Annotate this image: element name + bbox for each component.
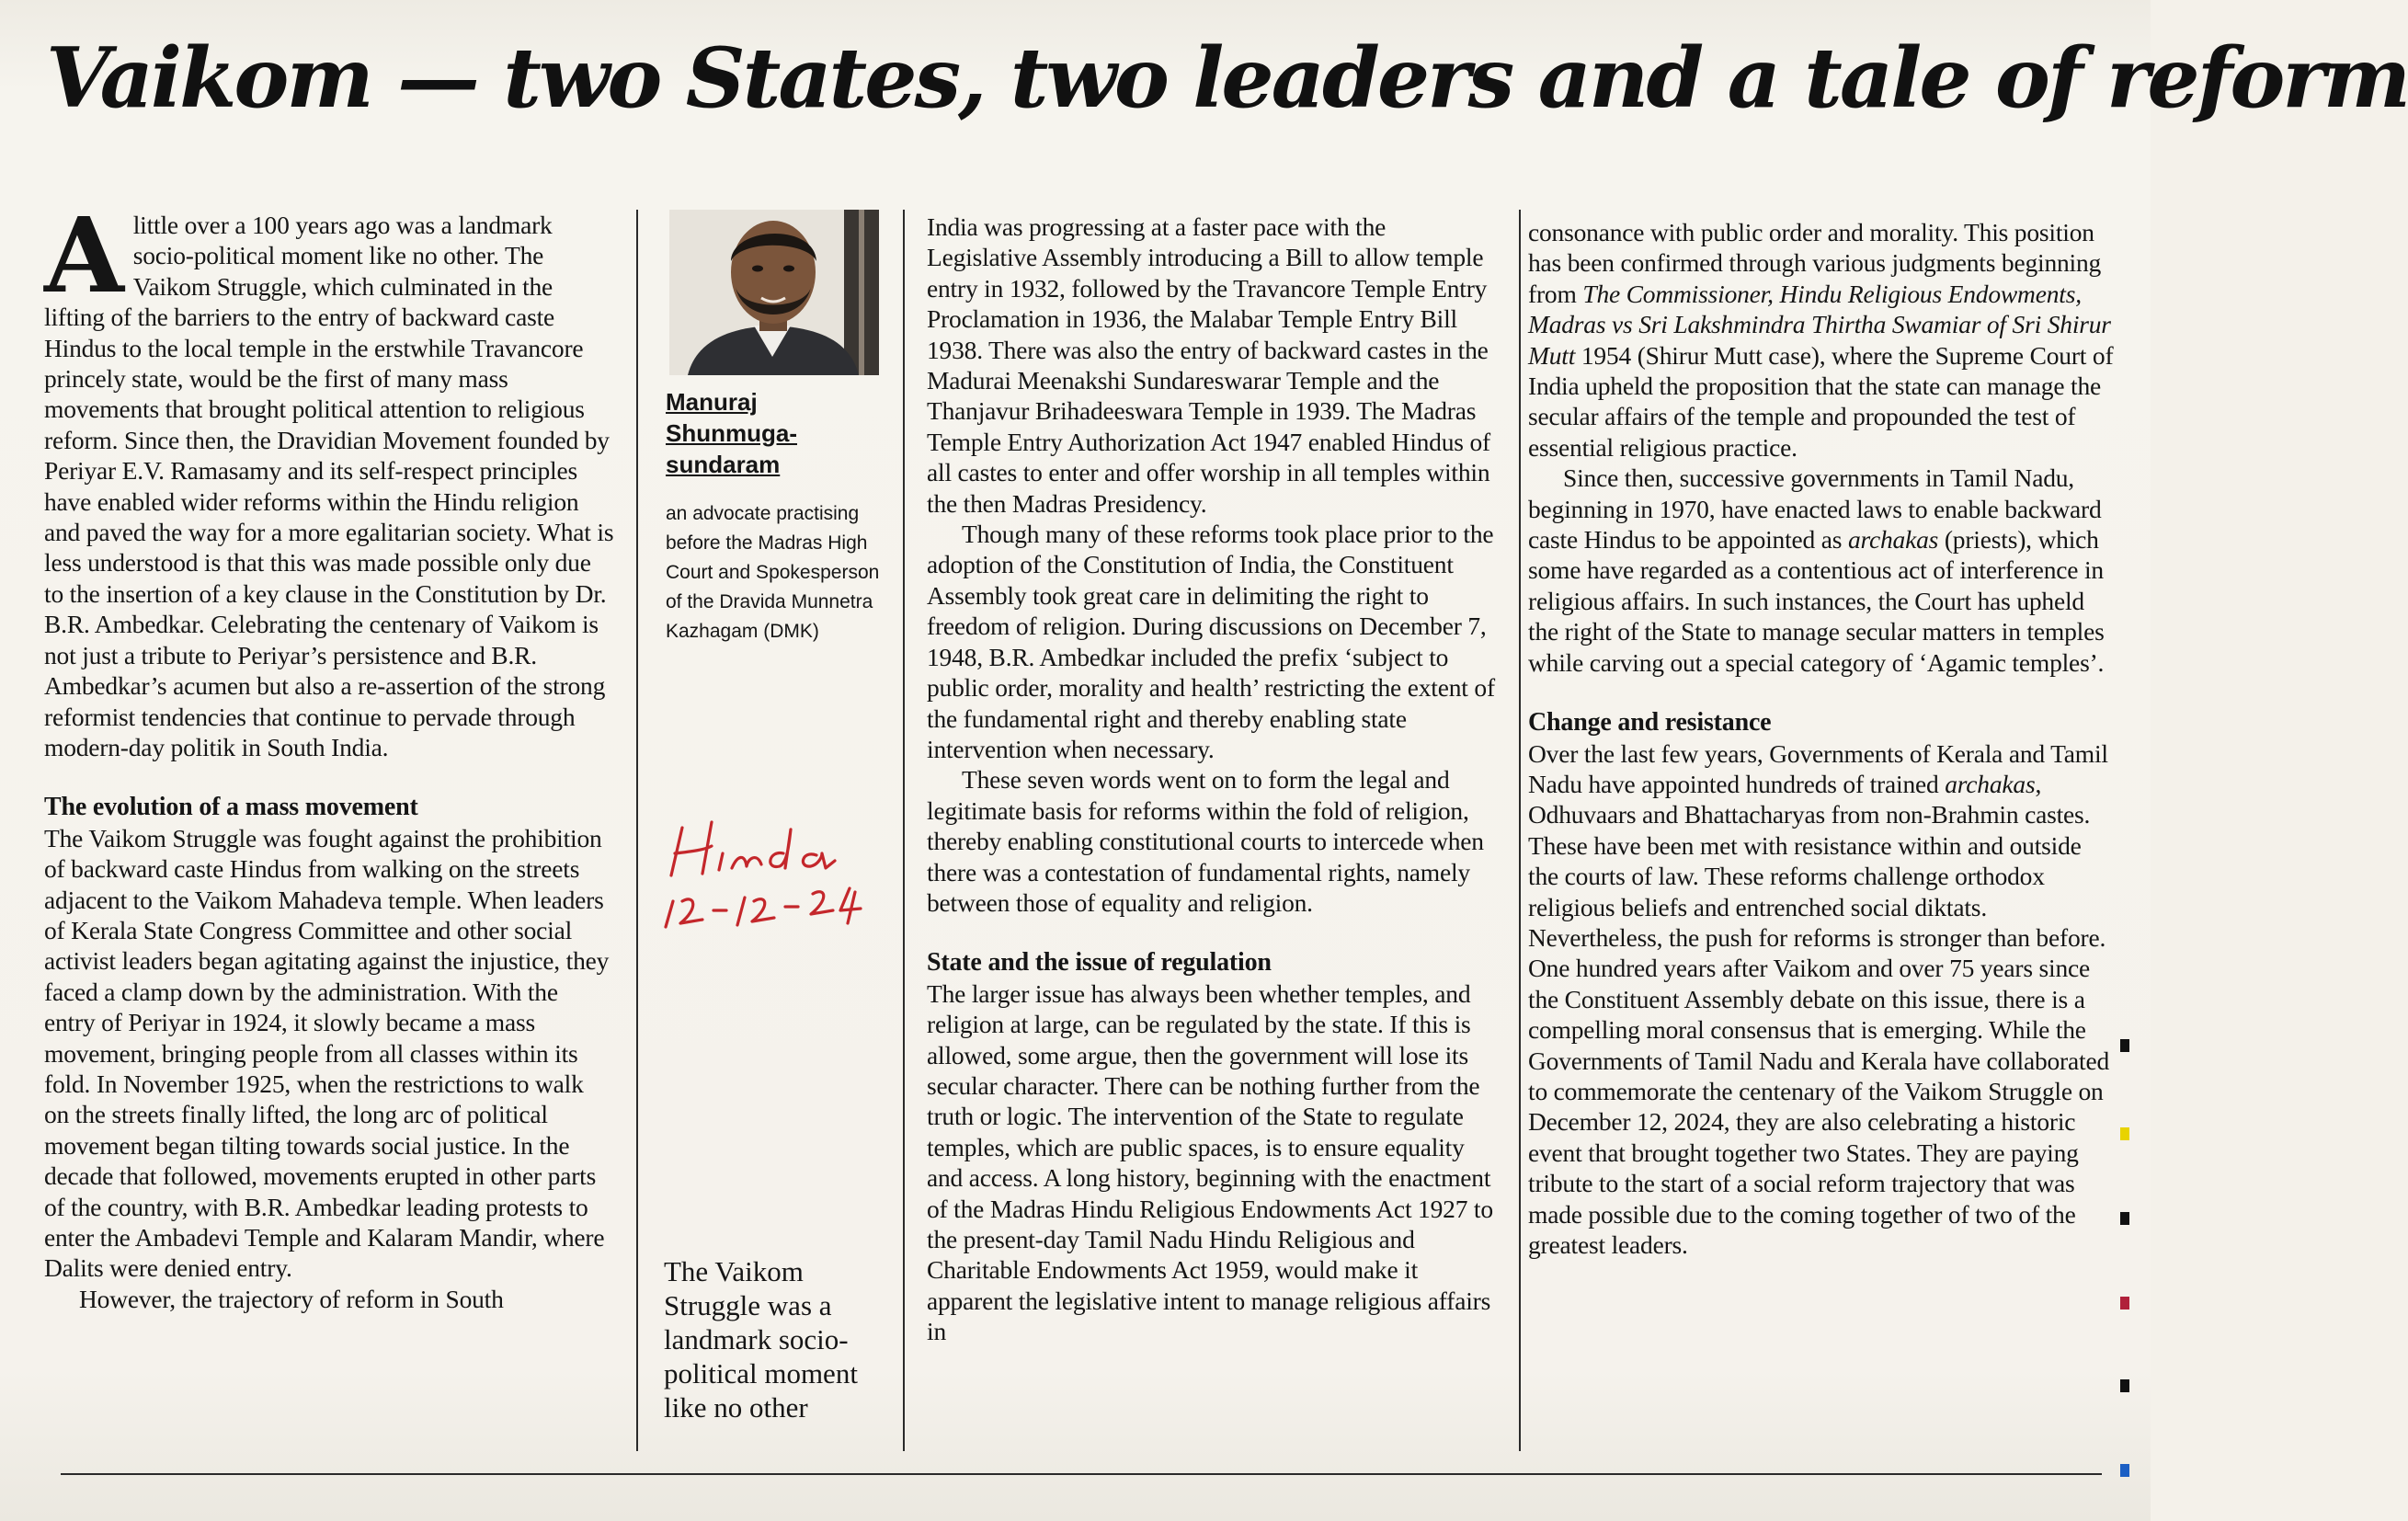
- paragraph: Over the last few years, Governments of Kerala and Tamil Nadu have appointed hundreds of trained archakas, Odhuvaars and Bhattacharyas from non-Brahmin castes. These have been met with resistance within and outside the courts of law. These reforms challenge orthodox religious beliefs and entrenched social diktats.: [1528, 738, 2108, 921]
- bottom-rule: [61, 1473, 2102, 1475]
- paragraph: The Vaikom Struggle was fought against the prohibition of backward caste Hindus from walking on the streets adjacent to the Vaikom Mahadeva temple. When leaders of Kerala State Congress Committee and other social activist leaders began agitating against the injustice, they faced a clamp down by the administration. With the entry of Periyar in 1924, it slowly became a mass movement, bringing people from all classes within its fold. In November 1925, when the restrictions to walk on the streets finally lifted, the long arc of political movement began tilting towards social justice. In the decade that followed, movements erupted in other parts of the country, with B.R. Ambedkar leading protests to enter the Ambadevi Temple and Kalaram Mandir, where Dalits were denied entry.: [44, 823, 610, 1283]
- drop-cap: A: [44, 196, 124, 316]
- case-citation: The Commissioner, Hindu Religious Endowments, Madras vs Sri Lakshmindra Thirtha Swamiar of Sri Shirur Mutt: [1528, 279, 2111, 370]
- article-column-4: [1528, 217, 2117, 1260]
- registration-mark: [2120, 1297, 2129, 1309]
- lead-paragraph: Alittle over a 100 years ago was a landmark socio-political moment like no other. The Vaikom Struggle, which culminated in the lifting of the barriers to the entry of backward caste Hindus to the local temple in the erstwhile Travancore princely state, would be the first of many mass movements that brought political attention to religious reform. Since then, the Dravidian Movement founded by Periyar E.V. Ramasamy and its self-respect principles have enabled wider reforms within the Hindu religion and paved the way for a more egalitarian society. What is less understood is that this was made possible only due to the insertion of a key clause in the Constitution by Dr. B.R. Ambedkar. Celebrating the centenary of Vaikom is not just a tribute to Periyar’s persistence and B.R. Ambedkar’s acumen but also a re-assertion of the strong reformist tendencies that continue to pervade through modern-day politik in South India.: [44, 196, 614, 761]
- paragraph: However, the trajectory of reform in South: [79, 1284, 504, 1313]
- author-photo: [669, 210, 879, 375]
- subheading-change: Change and resistance: [1528, 708, 1772, 738]
- column-divider: [903, 210, 905, 1451]
- column-divider: [636, 210, 638, 1451]
- registration-mark: [2120, 1379, 2129, 1392]
- paragraph: The larger issue has always been whether temples, and religion at large, can be regulated by the state. If this is allowed, some argue, then the government will lose its secular character. There can be nothing further from the truth or logic. The intervention of the State to regulate temples, which are public spaces, is to ensure equality and access. A long history, beginning with the enactment of the Madras Hindu Religious Endowments Act 1927 to the present-day Tamil Nadu Hindu Religious and Charitable Endowments Act 1959, would make it apparent the legislative intent to manage religious affairs in: [927, 978, 1493, 1346]
- pull-quote: The Vaikom Struggle was a landmark socio-political moment like no other: [664, 1255, 858, 1424]
- registration-mark: [2120, 1212, 2129, 1225]
- column-divider: [1519, 210, 1521, 1451]
- paragraph: India was progressing at a faster pace with the Legislative Assembly introducing a Bill to allow temple entry in 1932, followed by the Travancore Temple Entry Proclamation in 1936, the Malabar Temple Entry Bill 1938. There was also the entry of backward castes in the Madurai Meenakshi Sundareswarar Temple and the Thanjavur Brihadeeswara Temple in 1939. The Madras Temple Entry Authorization Act 1947 enabled Hindus of all castes to enter and offer worship in all temples within the then Madras Presidency.: [927, 212, 1490, 518]
- registration-mark: [2120, 1039, 2129, 1052]
- paragraph: consonance with public order and morality. This position has been confirmed through various judgments beginning from The Commissioner, Hindu Religious Endowments, Madras vs Sri Lakshmindra Thirtha Swamiar of Sri Shirur Mutt 1954 (Shirur Mutt case), where the Supreme Court of India upheld the proposition that the state can manage the secular affairs of the temple and propounded the test of essential religious practice.: [1528, 218, 2114, 462]
- paragraph: Though many of these reforms took place prior to the adoption of the Constitution of India, the Constituent Assembly took great care in delimiting the right to freedom of religion. During discussions on December 7, 1948, B.R. Ambedkar included the prefix ‘subject to public order, morality and health’ restricting the extent of the fundamental right and thereby enabling state intervention when necessary.: [927, 520, 1495, 763]
- article-column-3: [927, 212, 1497, 1347]
- handwritten-annotation: [655, 809, 875, 938]
- paragraph: Since then, successive governments in Tamil Nadu, beginning in 1970, have enacted laws to enable backward caste Hindus to be appointed as archakas (priests), which some have regarded as a contentious act of interference in religious affairs. In such instances, the Court has upheld the right of the State to manage secular matters in temples while carving out a special category of ‘Agamic temples’.: [1528, 463, 2105, 677]
- author-bio: an advocate practising before the Madras High Court and Spokesperson of the Dravida Munnetra Kazhagam (DMK): [666, 503, 880, 642]
- registration-mark: [2120, 1127, 2129, 1140]
- author-name: Manuraj Shunmuga- sundaram: [666, 388, 797, 478]
- headline: Vaikom — two States, two leaders and a tale of reform: [46, 29, 2408, 127]
- subheading-regulation: State and the issue of regulation: [927, 948, 1272, 978]
- paragraph: These seven words went on to form the legal and legitimate basis for reforms within the fold of religion, thereby enabling constitutional courts to intercede when there was a contestation of fundamental rights, namely between those of equality and religion.: [927, 765, 1484, 917]
- registration-mark: [2120, 1464, 2129, 1477]
- paragraph: Nevertheless, the push for reforms is stronger than before. One hundred years after Vaikom and over 75 years since the Constituent Assembly debate on this issue, there is a compelling moral consensus that is emerging. While the Governments of Tamil Nadu and Kerala have collaborated to commemorate the centenary of the Vaikom Struggle on December 12, 2024, they are also celebrating a historic event that brought together two States. They are paying tribute to the start of a social reform trajectory that was made possible due to the coming together of two of the greatest leaders.: [1528, 922, 2110, 1259]
- subheading-evolution: The evolution of a mass movement: [44, 793, 418, 822]
- article-column-1: [44, 196, 614, 1314]
